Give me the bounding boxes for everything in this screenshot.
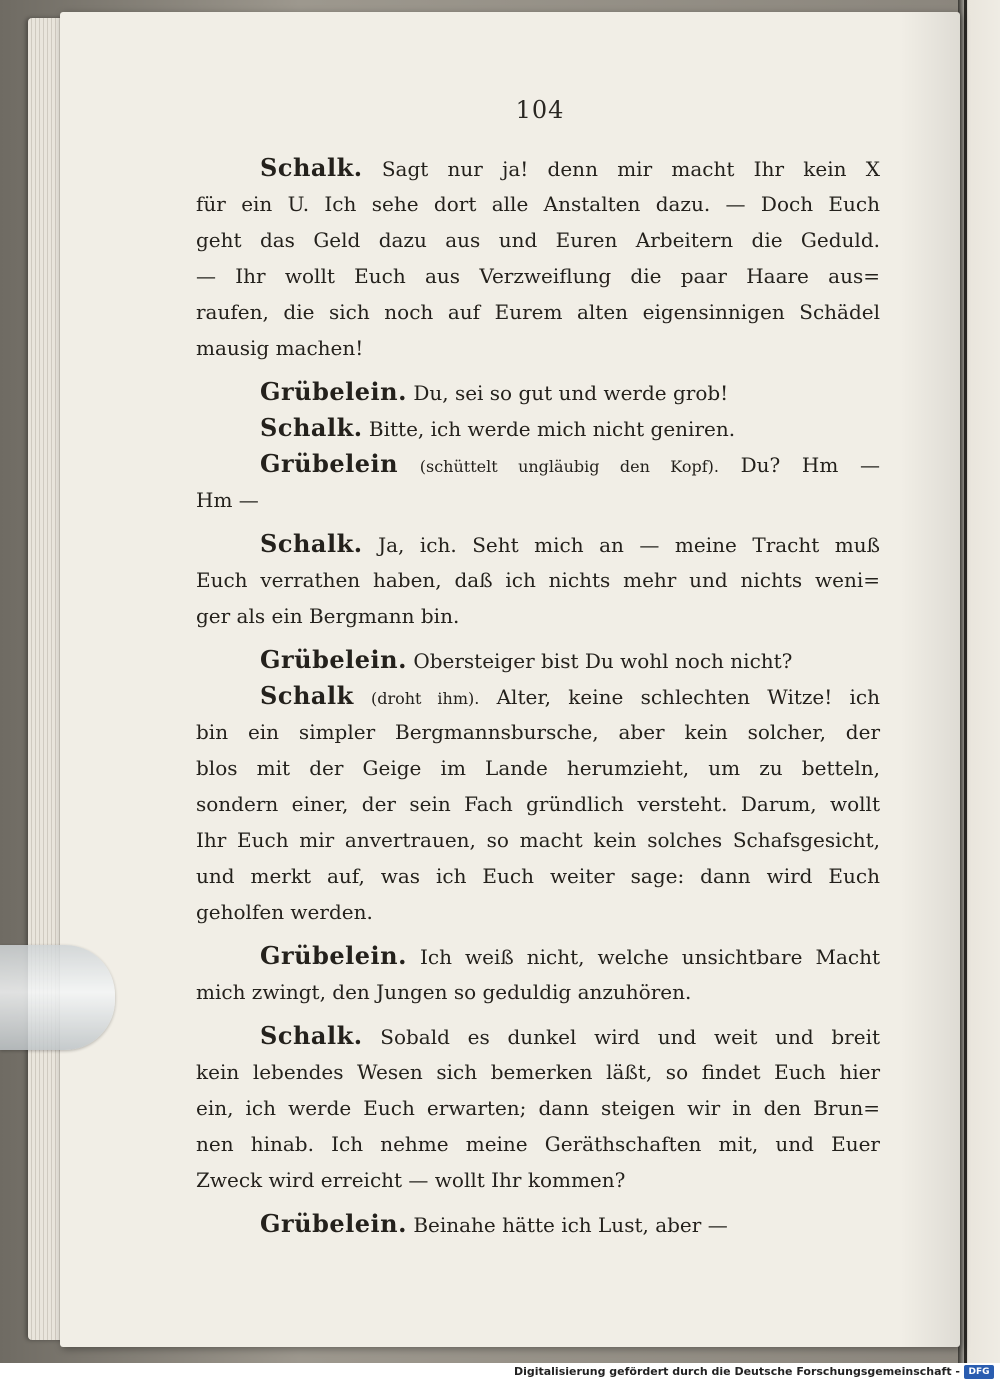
- line-text: bin ein simpler Bergmannsbursche, aber kein solcher, der: [196, 720, 880, 744]
- line-text: Du? Hm —: [740, 453, 880, 477]
- page-text-body: [196, 150, 880, 1242]
- line-text: Du, sei so gut und werde grob!: [413, 381, 729, 405]
- speaker-name: Grübelein.: [260, 645, 407, 674]
- line-text: geht das Geld dazu aus und Euren Arbeitern die Geduld.: [196, 228, 880, 252]
- speaker-name: Schalk: [260, 681, 354, 710]
- text-line: [196, 1018, 880, 1054]
- text-line: [196, 1126, 880, 1162]
- text-line: [196, 750, 880, 786]
- text-line: [196, 150, 880, 186]
- text-line: [196, 258, 880, 294]
- text-line: [196, 294, 880, 330]
- line-text: ein, ich werde Euch erwarten; dann steigen wir in den Brun=: [196, 1096, 880, 1120]
- text-line: [196, 974, 880, 1010]
- speaker-name: Schalk.: [260, 1021, 363, 1050]
- line-text: ger als ein Bergmann bin.: [196, 604, 460, 628]
- line-text: blos mit der Geige im Lande herumzieht, um zu betteln,: [196, 756, 880, 780]
- line-text: kein lebendes Wesen sich bemerken läßt, so findet Euch hier: [196, 1060, 880, 1084]
- text-line: [196, 822, 880, 858]
- line-text: Zweck wird erreicht — wollt Ihr kommen?: [196, 1168, 626, 1192]
- speaker-name: Grübelein.: [260, 377, 407, 406]
- line-text: mausig machen!: [196, 336, 364, 360]
- text-line: [196, 598, 880, 634]
- line-text: Ja, ich. Seht mich an — meine Tracht muß: [378, 533, 881, 557]
- text-line: [196, 446, 880, 482]
- text-line: [196, 186, 880, 222]
- line-text: Euch verrathen haben, daß ich nichts mehr und nichts weni=: [196, 568, 880, 592]
- text-line: [196, 1206, 880, 1242]
- speaker-name: Grübelein: [260, 449, 399, 478]
- line-text: Beinahe hätte ich Lust, aber —: [413, 1213, 728, 1237]
- speaker-name: Grübelein.: [260, 1209, 407, 1238]
- text-line: [196, 482, 880, 518]
- text-line: [196, 1090, 880, 1126]
- speaker-name: Schalk.: [260, 413, 363, 442]
- text-line: [196, 678, 880, 714]
- line-text: — Ihr wollt Euch aus Verzweiflung die paar Haare aus=: [196, 264, 880, 288]
- speaker-name: Schalk.: [260, 529, 363, 558]
- text-line: [196, 562, 880, 598]
- text-line: [196, 1054, 880, 1090]
- stage-direction: (droht ihm).: [370, 689, 480, 708]
- facing-page-edge: [958, 0, 1000, 1381]
- text-line: [196, 858, 880, 894]
- page-number: 104: [515, 96, 565, 124]
- text-line: [196, 330, 880, 366]
- line-text: Ich weiß nicht, welche unsichtbare Macht: [419, 945, 880, 969]
- text-line: [196, 222, 880, 258]
- text-line: [196, 374, 880, 410]
- line-text: raufen, die sich noch auf Eurem alten eigensinnigen Schädel: [196, 300, 880, 324]
- text-line: [196, 1162, 880, 1198]
- text-line: [196, 526, 880, 562]
- speaker-name: Grübelein.: [260, 941, 407, 970]
- line-text: Obersteiger bist Du wohl noch nicht?: [413, 649, 793, 673]
- text-line: [196, 410, 880, 446]
- line-text: Sagt nur ja! denn mir macht Ihr kein X: [381, 157, 880, 181]
- text-line: [196, 938, 880, 974]
- line-text: Ihr Euch mir anvertrauen, so macht kein solches Schafsgesicht,: [196, 828, 880, 852]
- text-line: [196, 894, 880, 930]
- line-text: sondern einer, der sein Fach gründlich versteht. Darum, wollt: [196, 792, 880, 816]
- line-text: mich zwingt, den Jungen so geduldig anzuhören.: [196, 980, 692, 1004]
- line-text: Hm —: [196, 488, 259, 512]
- line-text: geholfen werden.: [196, 900, 373, 924]
- line-text: und merkt auf, was ich Euch weiter sage: dann wird Euch: [196, 864, 880, 888]
- line-text: Bitte, ich werde mich nicht geniren.: [368, 417, 736, 441]
- speaker-name: Schalk.: [260, 153, 363, 182]
- dfg-logo: DFG: [964, 1365, 994, 1379]
- line-text: Sobald es dunkel wird und weit und breit: [380, 1025, 880, 1049]
- line-text: für ein U. Ich sehe dort alle Anstalten dazu. — Doch Euch: [196, 192, 880, 216]
- text-line: [196, 714, 880, 750]
- text-line: [196, 786, 880, 822]
- text-line: [196, 642, 880, 678]
- line-text: nen hinab. Ich nehme meine Geräthschaften mit, und Euer: [196, 1132, 880, 1156]
- stage-direction: (schüttelt ungläubig den Kopf).: [419, 457, 719, 476]
- line-text: Alter, keine schlechten Witze! ich: [496, 685, 881, 709]
- page-clip-holder: [0, 945, 115, 1050]
- funding-credit: Digitalisierung gefördert durch die Deutsche Forschungsgemeinschaft -: [513, 1365, 960, 1378]
